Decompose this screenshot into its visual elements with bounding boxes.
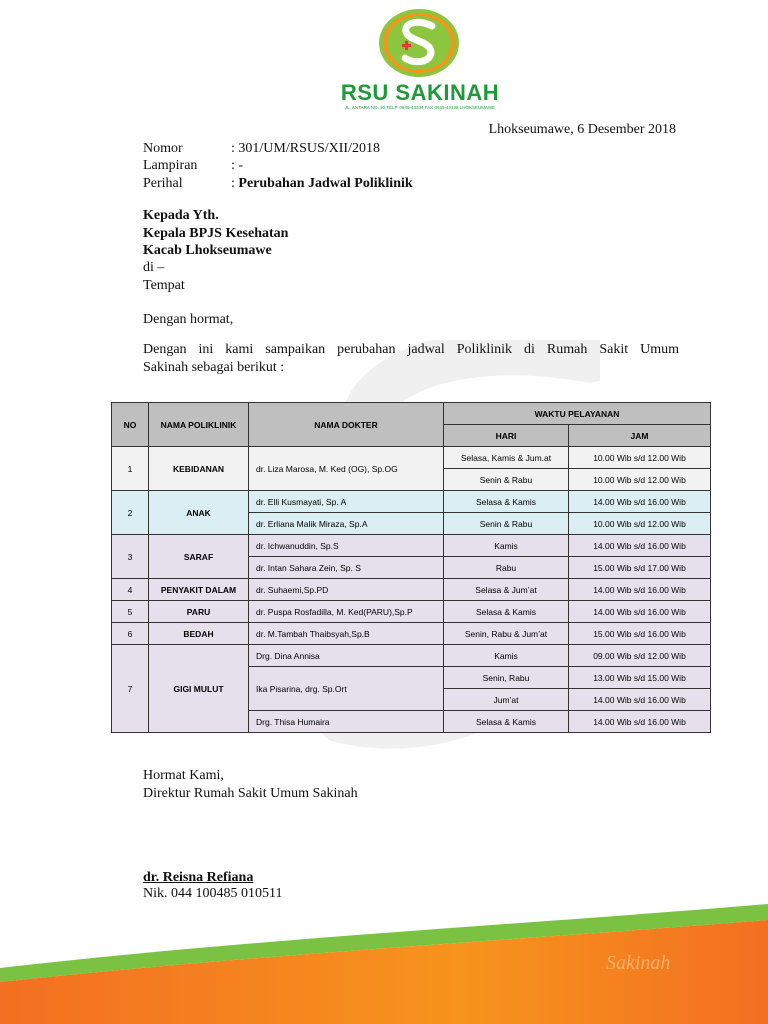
header-jam: JAM bbox=[569, 425, 711, 447]
service-hours: 10.00 Wib s/d 12.00 Wib bbox=[569, 447, 711, 469]
row-number: 6 bbox=[112, 623, 149, 645]
row-number: 1 bbox=[112, 447, 149, 491]
table-row bbox=[112, 623, 711, 645]
perihal-value: Perubahan Jadwal Poliklinik bbox=[238, 176, 413, 191]
footer-watermark: Sakinah bbox=[606, 952, 671, 974]
hospital-address: JL. ANTARA NO. 30 TELP. 0645-43334 FAX 0645-43138 LHOKSEUMAWE bbox=[344, 105, 496, 110]
body-line-2: Sakinah sebagai berikut : bbox=[143, 360, 285, 375]
service-day: Senin & Rabu bbox=[444, 469, 569, 491]
service-hours: 14.00 Wib s/d 16.00 Wib bbox=[569, 689, 711, 711]
service-day: Selasa & Kamis bbox=[444, 711, 569, 733]
service-hours: 13.00 Wib s/d 15.00 Wib bbox=[569, 667, 711, 689]
doctor-name: dr. Elli Kusmayati, Sp. A bbox=[249, 491, 444, 513]
table-row bbox=[112, 447, 711, 469]
table-row bbox=[112, 579, 711, 601]
service-hours: 15.00 Wib s/d 16.00 Wib bbox=[569, 623, 711, 645]
service-hours: 14.00 Wib s/d 16.00 Wib bbox=[569, 535, 711, 557]
poliklinik-name: PENYAKIT DALAM bbox=[149, 579, 249, 601]
service-hours: 09.00 Wib s/d 12.00 Wib bbox=[569, 645, 711, 667]
header-hari: HARI bbox=[444, 425, 569, 447]
service-day: Senin, Rabu & Jum’at bbox=[444, 623, 569, 645]
service-day: Kamis bbox=[444, 535, 569, 557]
place-date: Lhokseumawe, 6 Desember 2018 bbox=[488, 122, 676, 137]
greeting: Dengan hormat, bbox=[143, 312, 234, 327]
row-number: 5 bbox=[112, 601, 149, 623]
service-day: Jum’at bbox=[444, 689, 569, 711]
perihal-label: Perihal bbox=[143, 176, 183, 191]
perihal-field bbox=[231, 176, 413, 192]
lampiran-label: Lampiran bbox=[143, 158, 198, 173]
table-row bbox=[112, 535, 711, 557]
service-day: Selasa & Jum’at bbox=[444, 579, 569, 601]
doctor-name: Ika Pisarina, drg. Sp.Ort bbox=[249, 667, 444, 711]
header-no: NO bbox=[112, 403, 149, 447]
perihal-colon: : bbox=[231, 176, 239, 191]
recipient-line-1: Kepada Yth. bbox=[143, 208, 219, 223]
poliklinik-name: GIGI MULUT bbox=[149, 645, 249, 733]
hospital-name: RSU SAKINAH bbox=[340, 80, 500, 105]
closing-line-2: Direktur Rumah Sakit Umum Sakinah bbox=[143, 786, 358, 801]
schedule-table bbox=[111, 402, 711, 733]
service-hours: 15.00 Wib s/d 17.00 Wib bbox=[569, 557, 711, 579]
closing-line-1: Hormat Kami, bbox=[143, 768, 224, 783]
sakinah-logo-icon bbox=[377, 8, 461, 78]
recipient-line-3: Kacab Lhokseumawe bbox=[143, 243, 272, 258]
doctor-name: dr. Suhaemi,Sp.PD bbox=[249, 579, 444, 601]
hospital-logo bbox=[330, 8, 510, 118]
row-number: 4 bbox=[112, 579, 149, 601]
signer-name: dr. Reisna Refiana bbox=[143, 870, 254, 885]
header-poliklinik: NAMA POLIKLINIK bbox=[149, 403, 249, 447]
body-line-1: Dengan ini kami sampaikan perubahan jadwal Poliklinik di Rumah Sakit Umum bbox=[143, 342, 679, 357]
service-day: Senin & Rabu bbox=[444, 513, 569, 535]
service-hours: 14.00 Wib s/d 16.00 Wib bbox=[569, 711, 711, 733]
poliklinik-name: ANAK bbox=[149, 491, 249, 535]
doctor-name: Drg. Thisa Humaira bbox=[249, 711, 444, 733]
poliklinik-name: BEDAH bbox=[149, 623, 249, 645]
signer-nik: Nik. 044 100485 010511 bbox=[143, 886, 283, 901]
doctor-name: dr. M.Tambah Thaibsyah,Sp.B bbox=[249, 623, 444, 645]
table-row bbox=[112, 601, 711, 623]
doctor-name: dr. Liza Marosa, M. Ked (OG), Sp.OG bbox=[249, 447, 444, 491]
poliklinik-name: PARU bbox=[149, 601, 249, 623]
nomor-label: Nomor bbox=[143, 141, 183, 156]
service-day: Selasa & Kamis bbox=[444, 491, 569, 513]
header-dokter: NAMA DOKTER bbox=[249, 403, 444, 447]
table-row bbox=[112, 645, 711, 667]
doctor-name: Drg. Dina Annisa bbox=[249, 645, 444, 667]
lampiran-value: : - bbox=[231, 158, 244, 173]
service-day: Selasa & Kamis bbox=[444, 601, 569, 623]
header-waktu: WAKTU PELAYANAN bbox=[444, 403, 711, 425]
service-hours: 14.00 Wib s/d 16.00 Wib bbox=[569, 579, 711, 601]
service-day: Senin, Rabu bbox=[444, 667, 569, 689]
service-hours: 14.00 Wib s/d 16.00 Wib bbox=[569, 601, 711, 623]
service-day: Kamis bbox=[444, 645, 569, 667]
service-hours: 14.00 Wib s/d 16.00 Wib bbox=[569, 491, 711, 513]
row-number: 2 bbox=[112, 491, 149, 535]
service-day: Selasa, Kamis & Jum.at bbox=[444, 447, 569, 469]
service-day: Rabu bbox=[444, 557, 569, 579]
row-number: 7 bbox=[112, 645, 149, 733]
doctor-name: dr. Ichwanuddin, Sp.S bbox=[249, 535, 444, 557]
poliklinik-name: KEBIDANAN bbox=[149, 447, 249, 491]
doctor-name: dr. Intan Sahara Zein, Sp. S bbox=[249, 557, 444, 579]
recipient-line-2: Kepala BPJS Kesehatan bbox=[143, 226, 289, 241]
poliklinik-name: SARAF bbox=[149, 535, 249, 579]
recipient-line-5: Tempat bbox=[143, 278, 185, 293]
service-hours: 10.00 Wib s/d 12.00 Wib bbox=[569, 469, 711, 491]
recipient-line-4: di – bbox=[143, 260, 165, 275]
nomor-value: : 301/UM/RSUS/XII/2018 bbox=[231, 141, 380, 156]
doctor-name: dr. Erliana Malik Miraza, Sp.A bbox=[249, 513, 444, 535]
table-row bbox=[112, 491, 711, 513]
row-number: 3 bbox=[112, 535, 149, 579]
service-hours: 10.00 Wib s/d 12.00 Wib bbox=[569, 513, 711, 535]
doctor-name: dr. Puspa Rosfadilla, M. Ked(PARU),Sp.P bbox=[249, 601, 444, 623]
